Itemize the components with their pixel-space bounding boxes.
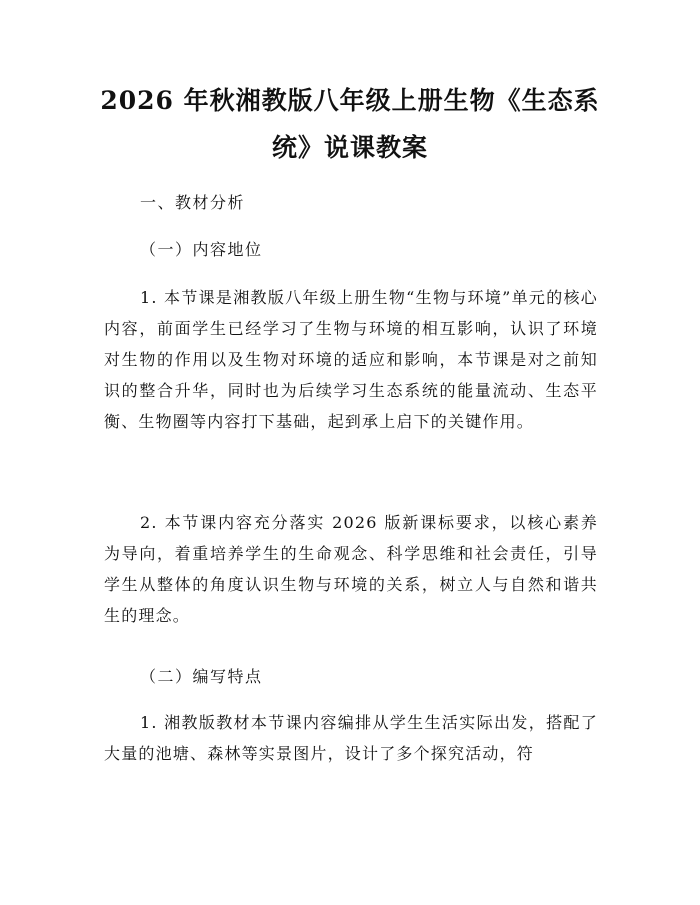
document-title-line-2: 统》说课教案 [271,133,428,162]
subsection-heading-writing-features: （二）编写特点 [140,667,263,686]
paragraph-3: 1. 湘教版教材本节课内容编排从学生生活实际出发，搭配了大量的池塘、森林等实景图片，设计了多个探究活动，符 [104,713,598,763]
paragraph-1: 1. 本节课是湘教版八年级上册生物“生物与环境”单元的核心内容，前面学生已经学习了生物与环境的相互影响，认识了环境对生物的作用以及生物对环境的适应和影响，本节课是对之前知识的整合升华，同时也为后续学习生态系统的能量流动、生态平衡、生物圈等内容打下基础，起到承上启下的关键作用。 [104,288,598,431]
subsection-heading-content-position: （一）内容地位 [140,240,263,259]
section-heading-textbook-analysis: 一、教材分析 [140,193,246,212]
document-title-line-1: 2026 年秋湘教版八年级上册生物《生态系 [100,86,600,115]
paragraph-2: 2. 本节课内容充分落实 2026 版新课标要求，以核心素养为导向，着重培养学生的生命观念、科学思维和社会责任，引导学生从整体的角度认识生物与环境的关系，树立人与自然和谐共生的理念。 [104,513,598,625]
